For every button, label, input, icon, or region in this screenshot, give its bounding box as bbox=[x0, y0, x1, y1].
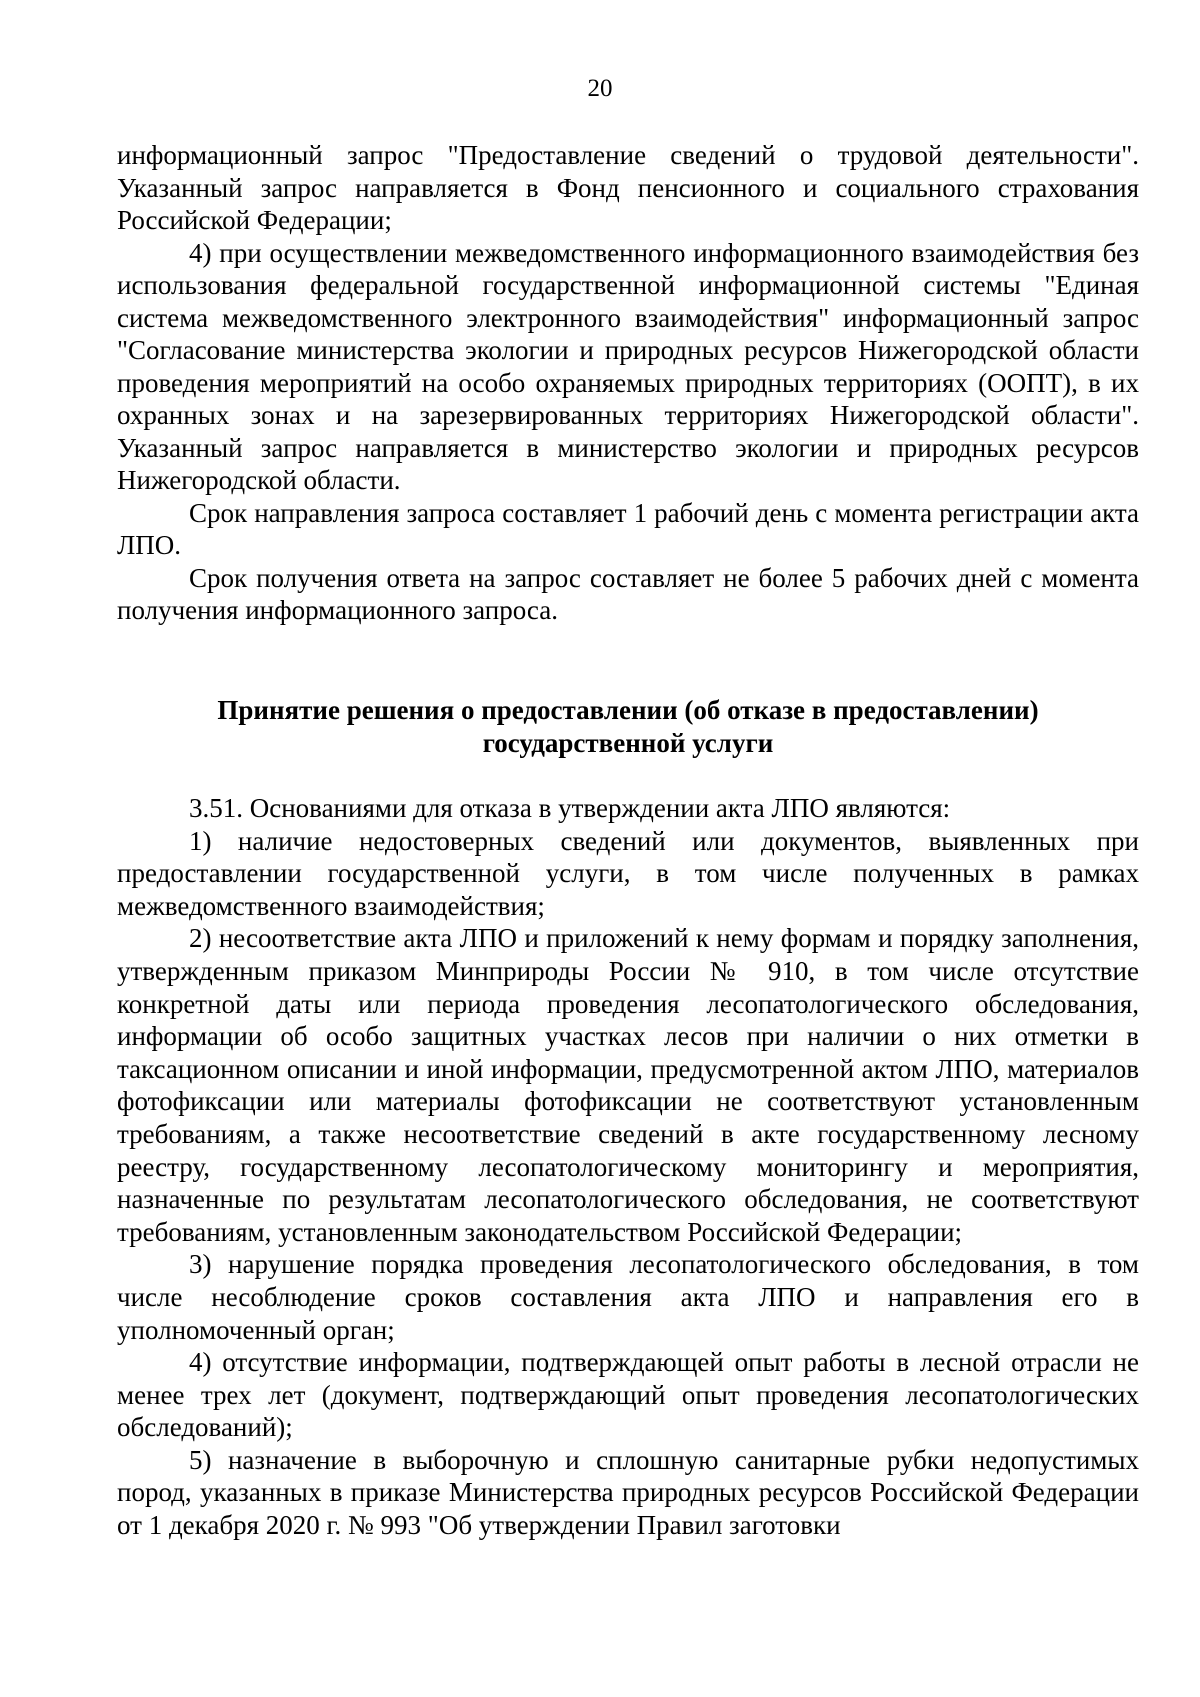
paragraph-ground-1: 1) наличие недостоверных сведений или документов, выявленных при предоставлении государственной услуги, в том числе полученных в рамках межведомственного взаимодействия; bbox=[117, 825, 1139, 921]
paragraph-ground-4: 4) отсутствие информации, подтверждающей опыт работы в лесной отрасли не менее трех лет (документ, подтверждающий опыт проведения лесопатологических обследований); bbox=[117, 1347, 1139, 1443]
paragraph-ground-2: 2) несоответствие акта ЛПО и приложений к нему формам и порядку заполнения, утвержденным приказом Минприроды России № 910, в том числе отсутствие конкретной даты или периода проведения лесопатологического обследования, информации об особо защитных участках лесов при наличии о них отметки в таксационном описании и иной информации, предусмотренной актом ЛПО, материалов фотофиксации или материалы фотофиксации не соответствуют установленным требованиям, а также несоответствие сведений в акте государственному лесному реестру, государственному лесопатологическому мониторингу и мероприятия, назначенные по результатам лесопатологического обследования, не соответствуют требованиям, установленным законодательством Российской Федерации; bbox=[117, 923, 1139, 1247]
section-heading-line-1: Принятие решения о предоставлении (об отказе в предоставлении) bbox=[217, 695, 1039, 725]
paragraph-3-51: 3.51. Основаниями для отказа в утверждении акта ЛПО являются: bbox=[189, 793, 951, 823]
paragraph-request-deadline: Срок направления запроса составляет 1 рабочий день с момента регистрации акта ЛПО. bbox=[117, 497, 1139, 560]
paragraph-ground-3: 3) нарушение порядка проведения лесопатологического обследования, в том числе несоблюдение сроков составления акта ЛПО и направления его в уполномоченный орган; bbox=[117, 1249, 1139, 1345]
section-text-block bbox=[117, 792, 1139, 1542]
top-text-block bbox=[117, 139, 1139, 627]
page-number: 20 bbox=[587, 75, 613, 102]
paragraph-response-deadline: Срок получения ответа на запрос составляет не более 5 рабочих дней с момента получения информационного запроса. bbox=[117, 562, 1139, 625]
paragraph-ground-5: 5) назначение в выборочную и сплошную санитарные рубки недопустимых пород, указанных в приказе Министерства природных ресурсов Российской Федерации от 1 декабря 2020 г. № 993 "Об утверждении Правил заготовки bbox=[117, 1444, 1139, 1541]
section-heading bbox=[117, 694, 1139, 759]
paragraph-item-4: 4) при осуществлении межведомственного информационного взаимодействия без использования федеральной государственной информационной системы "Единая система межведомственного электронного взаимодействия" информационный запрос "Согласование министерства экологии и природных ресурсов Нижегородской области проведения мероприятий на особо охраняемых природных территориях (ООПТ), в их охранных зонах и на зарезервированных территориях Нижегородской области". Указанный запрос направляется в министерство экологии и природных ресурсов Нижегородской области. bbox=[117, 237, 1139, 495]
section-heading-line-2: государственной услуги bbox=[482, 727, 774, 758]
paragraph-continuation: информационный запрос "Предоставление сведений о трудовой деятельности". Указанный запрос направляется в Фонд пенсионного и социального страхования Российской Федерации; bbox=[117, 140, 1139, 235]
